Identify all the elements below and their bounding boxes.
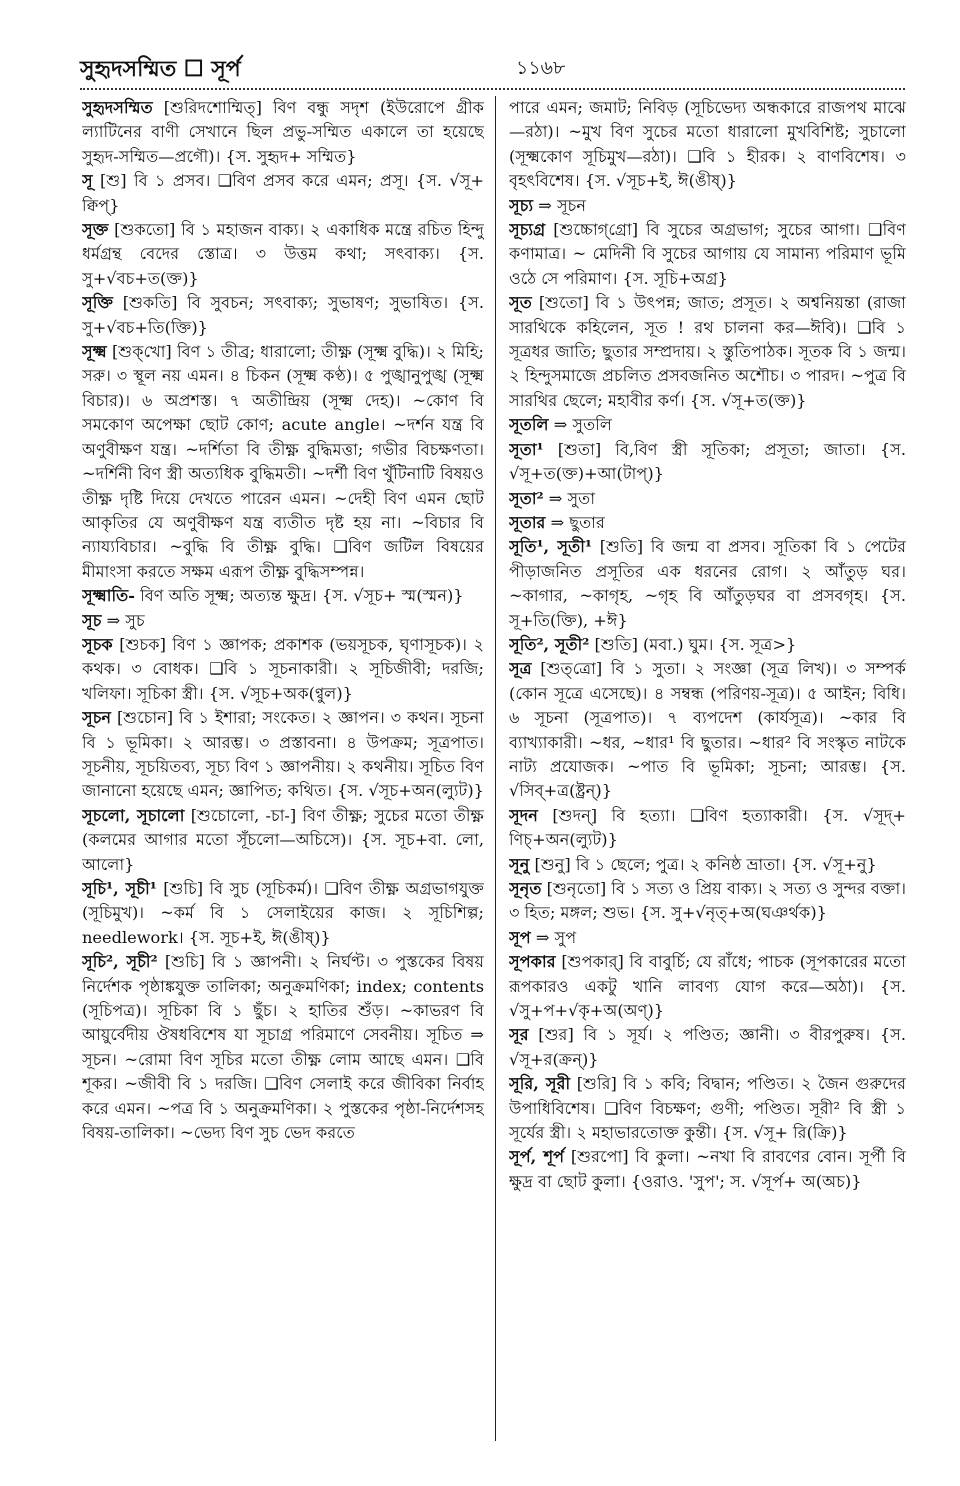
entry-definition: ⇒ সুপ	[530, 927, 577, 947]
entry-headword: সূচ্যগ্র	[509, 220, 546, 240]
dictionary-entry	[82, 584, 484, 608]
entry-definition: [শুচ্চোগ্‌গ্রো] বি সুচের অগ্রভাগ; সুচের আগা। ❑বিণ কণামাত্র। ~ মেদিনী বি সুচের আগায় যে সামান্য পরিমাণ ভূমি ওঠে সে পরিমাণ। {স. সূচি+অগ্র}	[509, 220, 906, 288]
dictionary-entry	[509, 1072, 906, 1145]
entry-headword: সূচক	[82, 634, 113, 654]
dictionary-entry	[509, 853, 906, 877]
entry-headword: সূনৃত	[509, 879, 542, 898]
entry-headword: সূতি¹, সূতী¹	[509, 537, 592, 557]
entry-headword: সূচন	[82, 708, 112, 728]
entry-definition: [শুনৃতো] বি ১ সত্য ও প্রিয় বাক্য। ২ সত্য ও সুন্দর বক্তা। ৩ হিত; মঙ্গল; শুভ। {স. সু+√নৃত্+অ(ঘঞর্থক)}	[509, 879, 906, 923]
dictionary-entry	[82, 950, 484, 1145]
entry-headword: সূক্ষ্মাতি-	[82, 586, 135, 606]
entry-definition: পারে এমন; জমাট; নিবিড় (সূচিভেদ্য অন্ধকারে রাজপথ মাঝে—রঠা)। ~মুখ বিণ সুচের মতো ধারালো মুখবিশিষ্ট; সুচালো (সূক্ষ্মকোণ সূচিমুখ—রঠা)। ❑বি ১ হীরক। ২ বাণবিশেষ। ৩ বৃহৎবিশেষ। {স. √সূচ+ই, ঈ(ঙীষ্)}	[509, 98, 906, 191]
entry-definition: ⇒ সূচন	[533, 195, 587, 215]
entry-definition: [শুতো] বি ১ উৎপন্ন; জাত; প্রসূত। ২ অশ্বনিয়ন্তা (রাজা সারথিকে কহিলেন, সূত ! রথ চালনা কর—ঈবি)। ❑বি ১ সূত্রধর জাতি; ছুতার সম্প্রদায়। ২ স্তুতিপাঠক। সূতক বি ১ জন্ম। ২ হিন্দুসমাজে প্রচলিত প্রসবজনিত অশৌচ। ৩ পারদ। ~পুত্র বি সারথির ছেলে; মহাবীর কর্ণ। {স. √সূ+ত(ক্ত)}	[509, 293, 906, 410]
entry-definition: [শুচোলো, -চা-] বিণ তীক্ষ্ণ; সুচের মতো তীক্ষ্ণ (কলমের আগার মতো সূঁচলো—অচিসে)। {স. সূচ+বা. লো, আলো}	[82, 805, 484, 874]
entry-definition: [শুকতি] বি সুবচন; সৎবাক্য; সুভাষণ; সুভাষিত। {স. সু+√বচ+তি(ক্তি)}	[82, 293, 484, 337]
entry-headword: সূচি², সূচী²	[82, 952, 158, 972]
dictionary-entry	[82, 609, 484, 633]
entry-headword: সূক্তি	[82, 293, 114, 313]
entry-definition: [শুচোন] বি ১ ইশারা; সংকেত। ২ জ্ঞাপন। ৩ কথন। সূচনা বি ১ ভূমিকা। ২ আরম্ভ। ৩ প্রস্তাবনা। ৪ উপক্রম; সূত্রপাত। সূচনীয়, সূচয়িতব্য, সূচ্য বিণ ১ জ্ঞাপনীয়। ২ কথনীয়। সূচিত বিণ জানানো হয়েছে এমন; জ্ঞাপিত; কথিত। {স. √সূচ+অন(ল্যুট)}	[82, 708, 484, 801]
entry-definition: [শুচক] বিণ ১ জ্ঞাপক; প্রকাশক (ভয়সূচক, ঘৃণাসূচক)। ২ কথক। ৩ বোধক। ❑বি ১ সূচনাকারী। ২ সূচিজীবী; দরজি; খলিফা। সূচিকা স্ত্রী। {স. √সূচ+অক(ণ্বুল)}	[82, 634, 484, 703]
entry-definition: ⇒ সুতা	[543, 488, 596, 508]
entry-headword: সূর	[509, 1025, 529, 1045]
column-divider	[495, 96, 496, 1441]
entry-definition: [শুচি] বি সুচ (সূচিকর্ম)। ❑বিণ তীক্ষ্ণ অগ্রভাগযুক্ত (সূচিমুখ)। ~কর্ম বি ১ সেলাইয়ের কাজ। ২ সূচিশিল্প; needlework। {স. সূচ+ই, ঈ(ঙীষ্)}	[82, 879, 484, 947]
entry-definition: [শুতি] (মবা.) ঘুম। {স. সূত্র>}	[589, 634, 797, 654]
dictionary-entry	[509, 657, 906, 803]
entry-definition: [শুকতো] বি ১ মহাজন বাক্য। ২ একাধিক মন্ত্রে রচিত হিন্দু ধর্মগ্রন্থ বেদের স্তোত্র। ৩ উত্তম কথা; সৎবাক্য। {স. সু+√বচ+ত(ক্ত)}	[82, 220, 484, 288]
entry-definition: [শুচি] বি ১ জ্ঞাপনী। ২ নির্ঘণ্ট। ৩ পুস্তকের বিষয় নির্দেশক পৃষ্ঠাঙ্কযুক্ত তালিকা; অনুক্রমণিকা; index; contents (সূচিপত্র)। সূচিকা বি ১ ছুঁচ। ২ হাতির শুঁড়। ~কাভরণ বি আয়ুর্বেদীয় ঔষধবিশেষ যা সূচাগ্র পরিমাণে সেবনীয়। সূচিত ⇒ সূচন। ~রোমা বিণ সূচির মতো তীক্ষ্ণ লোম আছে এমন। ❑বি শূকর। ~জীবী বি ১ দরজি। ❑বিণ সেলাই করে জীবিকা নির্বাহ করে এমন। ~পত্র বি ১ অনুক্রমণিকা। ২ পুস্তকের পৃষ্ঠা-নির্দেশসহ বিষয়-তালিকা। ~ভেদ্য বিণ সুচ ভেদ করতে	[82, 952, 484, 1143]
entry-headword: সূত	[509, 293, 532, 313]
entry-headword: সূরি, সূরী	[509, 1074, 571, 1094]
entry-definition: [শুতা] বি,বিণ স্ত্রী সূতিকা; প্রসূতা; জাতা। {স. √সূ+ত(ক্ত)+আ(টাপ্)}	[509, 439, 906, 484]
entry-headword: সূত্র	[509, 659, 532, 679]
dictionary-entry	[509, 438, 906, 487]
entry-definition: [শু] বি ১ প্রসব। ❑বিণ প্রসব করে এমন; প্রসূ। {স. √সূ+ ক্বিপ্}	[82, 171, 484, 215]
entry-headword: সূতা²	[509, 488, 544, 508]
entry-definition: [শুতি] বি জন্ম বা প্রসব। সূতিকা বি ১ পেটের পীড়াজনিত প্রসূতির এক ধরনের রোগ। ২ আঁতুড় ঘর। ~কাগার, ~কাগৃহ, ~গৃহ বি আঁতুড়ঘর বা প্রসবগৃহ। {স. সূ+তি(ক্তি), +ঈ}	[509, 537, 906, 630]
left-column	[82, 96, 484, 1441]
entry-definition: ⇒ সুচ	[101, 610, 145, 630]
entry-headword: সূচলো, সূচালো	[82, 805, 185, 825]
entry-headword: সূক্ত	[82, 220, 109, 240]
dictionary-entry	[509, 218, 906, 291]
dictionary-entry	[509, 96, 906, 194]
entry-headword: সুহৃদসম্মিত	[82, 98, 153, 117]
dictionary-entry	[509, 1145, 906, 1194]
dictionary-entry	[509, 877, 906, 926]
entry-headword: সূতা¹	[509, 439, 544, 459]
dictionary-entry	[509, 413, 906, 437]
entry-definition: [শুক্‌খো] বিণ ১ তীব্র; ধারালো; তীক্ষ্ণ (সূক্ষ্ম বুদ্ধি)। ২ মিহি; সরু। ৩ স্থূল নয় এমন। ৪ চিকন (সূক্ষ্ম কণ্ঠ)। ৫ পুঙ্খানুপুঙ্খ (সূক্ষ্ম বিচার)। ৬ অপ্রশস্ত। ৭ অতীন্দ্রিয় (সূক্ষ্ম দেহ)। ~কোণ বি সমকোণ অপেক্ষা ছোট কোণ; acute angle। ~দর্শন যন্ত্র বি অণুবীক্ষণ যন্ত্র। ~দর্শিতা বি তীক্ষ্ণ বুদ্ধিমত্তা; গভীর বিচক্ষণতা। ~দর্শিনী বিণ স্ত্রী অত্যধিক বুদ্ধিমতী। ~দর্শী বিণ খুঁটিনাটি বিষয়ও তীক্ষ্ণ দৃষ্টি দিয়ে দেখতে পারেন এমন। ~দেহী বিণ এমন ছোট আকৃতির যে অণুবীক্ষণ যন্ত্র ব্যতীত দৃষ্ট হয় না। ~বিচার বি ন্যায্যবিচার। ~বুদ্ধি বি তীক্ষ্ণ বুদ্ধি। ❑বিণ জটিল বিষয়ের মীমাংসা করতে সক্ষম এরূপ তীক্ষ্ণ বুদ্ধিসম্পন্ন।	[82, 342, 484, 581]
entry-definition: [শুরিদশোম্মিত্] বিণ বন্ধু সদৃশ (ইউরোপে গ্রীক ল্যাটিনের বাণী সেখানে ছিল প্রভু-সম্মিত একালে তা হয়েছে সুহৃদ-সম্মিত—প্রগৌ)। {স. সুহৃদ+ সম্মিত}	[82, 98, 484, 166]
entry-headword: সূক্ষ্ম	[82, 342, 107, 362]
dictionary-entry	[509, 804, 906, 853]
entry-definition: [শুনু] বি ১ ছেলে; পুত্র। ২ কনিষ্ঠ ভ্রাতা। {স. √সূ+নু}	[529, 854, 877, 874]
entry-headword: সূচ্য	[509, 195, 534, 215]
right-column	[509, 96, 906, 1441]
entry-headword: সূ	[82, 171, 93, 191]
entry-headword: সূচি¹, সূচী¹	[82, 879, 157, 898]
dictionary-entry	[509, 194, 906, 218]
entry-headword: সূতার	[509, 512, 546, 532]
dictionary-entry	[82, 169, 484, 218]
entry-definition: ⇒ ছুতার	[545, 512, 605, 532]
entry-definition: [শুত্‌ত্রো] বি ১ সুতা। ২ সংজ্ঞা (সূত্র লিখ)। ৩ সম্পর্ক (কোন সূত্রে এসেছে)। ৪ সম্বন্ধ (পরিণয়-সূত্র)। ৫ আইন; বিধি। ৬ সূচনা (সূত্রপাত)। ৭ ব্যপদেশ (কার্যসূত্র)। ~কার বি ব্যাখ্যাকারী। ~ধর, ~ধার¹ বি ছুতার। ~ধার² বি সংস্কৃত নাটকে নাট্য প্রযোজক। ~পাত বি ভূমিকা; সূচনা; আরম্ভ। {স. √সিব্+ত্র(ষ্ট্রন্)}	[509, 659, 906, 801]
entry-definition: [শুর] বি ১ সূর্য। ২ পণ্ডিত; জ্ঞানী। ৩ বীরপুরুষ। {স. √সূ+র(ক্রন্)}	[509, 1025, 906, 1069]
dictionary-entry	[82, 340, 484, 584]
dictionary-entry	[509, 487, 906, 511]
entry-headword: সূর্প, শূর্প	[509, 1147, 565, 1167]
entry-headword: সূপ	[509, 927, 531, 947]
running-head: সুহৃদসম্মিত ☐ সূর্প	[80, 56, 241, 82]
dictionary-entry	[509, 633, 906, 657]
dictionary-entry	[509, 950, 906, 1023]
dictionary-entry	[509, 926, 906, 950]
dictionary-entry	[82, 291, 484, 340]
dictionary-entry	[82, 96, 484, 169]
entry-definition: বিণ অতি সূক্ষ্ম; অত্যন্ত ক্ষুদ্র। {স. √সূচ+ স্ম(স্মন)}	[134, 586, 464, 606]
page-header	[80, 52, 905, 92]
entry-headword: সূচ	[82, 610, 102, 630]
entry-definition: [শুপকার্] বি বাবুর্চি; যে রাঁধে; পাচক (সূপকারের মতো রূপকারও একটু খানি লাবণ্য যোগ করে—অঠা)। {স. √সু+প+√কৃ+অ(অণ্)}	[509, 952, 906, 1021]
dictionary-entry	[509, 291, 906, 413]
dictionary-entry	[509, 535, 906, 633]
dictionary-entry	[82, 877, 484, 950]
entry-headword: সূতলি	[509, 415, 549, 435]
entry-headword: সূদন	[509, 805, 538, 825]
entry-definition: ⇒ সুতলি	[548, 415, 612, 435]
entry-headword: সূতি², সূতী²	[509, 634, 590, 654]
dictionary-entry	[82, 706, 484, 804]
page-number: ১১৬৮	[516, 57, 566, 79]
dictionary-entry	[82, 804, 484, 877]
dictionary-entry	[82, 218, 484, 291]
dictionary-entry	[82, 633, 484, 706]
entry-headword: সূনু	[509, 854, 530, 874]
entry-definition: [শুদন্] বি হত্যা। ❑বিণ হত্যাকারী। {স. √সূদ্+ ণিচ্+অন(ল্যুট)}	[509, 805, 906, 850]
entry-definition: [শুরি] বি ১ কবি; বিদ্বান; পণ্ডিত। ২ জৈন গুরুদের উপাধিবিশেষ। ❑বিণ বিচক্ষণ; গুণী; পণ্ডিত। সূরী² বি স্ত্রী ১ সূর্যের স্ত্রী। ২ মহাভারতোক্ত কুন্তী। {স. √সূ+ রি(ক্রি)}	[509, 1074, 906, 1143]
entry-definition: [শুরপো] বি কুলা। ~নখা বি রাবণের বোন। সূর্পী বি ক্ষুদ্র বা ছোট কুলা। {ওরাও. 'সুপ'; স. √সূর্প+ অ(অচ)}	[509, 1147, 906, 1191]
dictionary-entry	[509, 1023, 906, 1072]
header-rule	[80, 88, 905, 90]
entry-headword: সূপকার	[509, 952, 556, 972]
dictionary-entry	[509, 511, 906, 535]
